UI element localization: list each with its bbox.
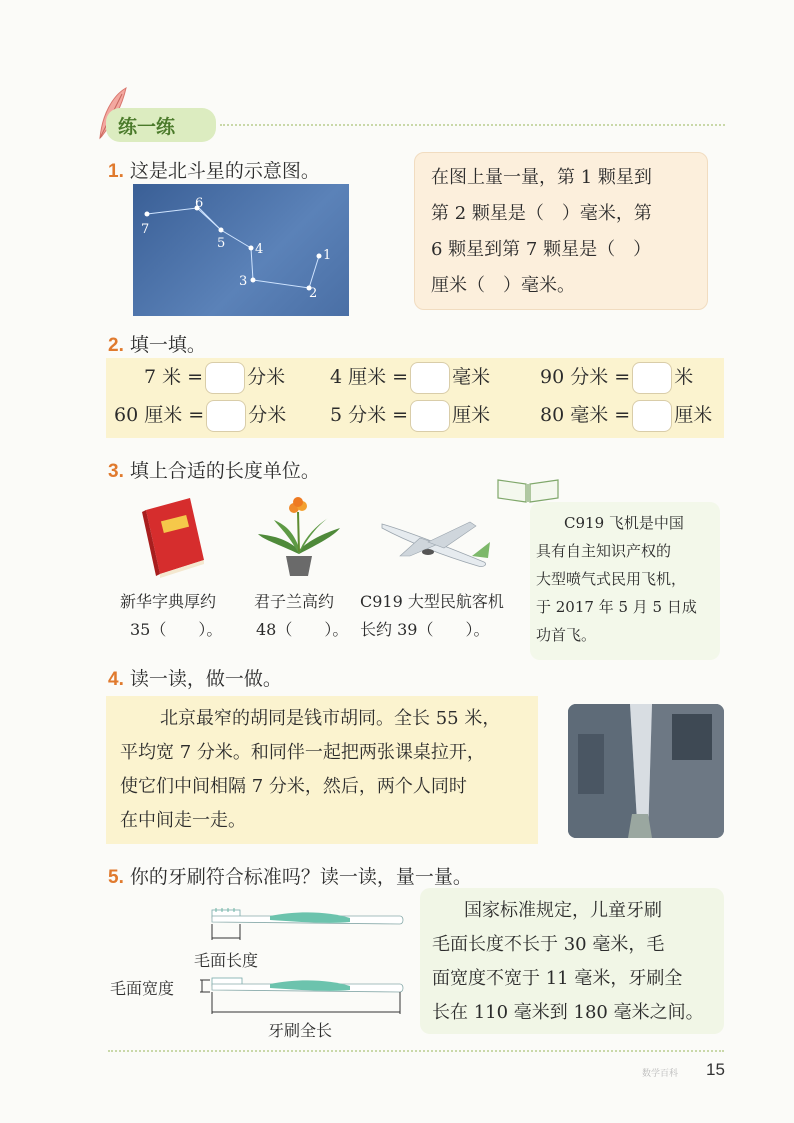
- answer-blank[interactable]: [410, 400, 450, 432]
- q2-item-3: 90 分米 = 米: [540, 362, 693, 394]
- q3-caption-plant: 君子兰高约 48（ ）。: [254, 592, 349, 639]
- label-head-length: 毛面长度: [194, 951, 259, 970]
- q2-title: 2. 填一填。: [108, 334, 206, 356]
- q3-title: 3. 填上合适的长度单位。: [108, 460, 320, 482]
- footer-small-text: 数学百科: [642, 1069, 679, 1079]
- q1-title: 1. 这是北斗星的示意图。: [108, 160, 320, 182]
- star-7: [145, 212, 150, 217]
- star-5: [219, 228, 224, 233]
- star-label-7: 7: [141, 222, 150, 237]
- footer-divider: [108, 1050, 724, 1052]
- clivia-plant-image: [258, 494, 340, 580]
- answer-blank[interactable]: [410, 362, 450, 394]
- star-label-4: 4: [255, 242, 264, 257]
- c919-note-box: C919 飞机是中国 具有自主知识产权的 大型喷气式民用飞机， 于 2017 年 5 月 5 日成 功首飞。: [530, 502, 720, 660]
- section-header: [92, 98, 732, 148]
- star-label-2: 2: [309, 286, 318, 301]
- star-1: [317, 254, 322, 259]
- star-label-6: 6: [195, 196, 204, 211]
- star-3: [251, 278, 256, 283]
- answer-blank[interactable]: [206, 400, 246, 432]
- label-total-length: 牙刷全长: [268, 1021, 333, 1040]
- answer-blank[interactable]: [632, 362, 672, 394]
- big-dipper-diagram: [133, 184, 349, 316]
- q3-caption-dictionary: 新华字典厚约 35（ ）。: [120, 592, 223, 639]
- q2-item-5: 5 分米 = 厘米: [330, 400, 490, 432]
- q2-item-2: 4 厘米 = 毫米: [330, 362, 490, 394]
- star-label-3: 3: [239, 274, 248, 289]
- q5-title: 5. 你的牙刷符合标准吗？读一读，量一量。: [108, 866, 472, 888]
- page-number: 15: [706, 1060, 725, 1079]
- hutong-photo: [568, 704, 724, 838]
- star-label-1: 1: [323, 248, 332, 263]
- c919-airplane-image: [380, 512, 492, 572]
- open-book-icon: [496, 474, 560, 504]
- answer-blank[interactable]: [632, 400, 672, 432]
- q3-caption-airplane: C919 大型民航客机 长约 39（ ）。: [360, 592, 504, 639]
- q4-text-box: 北京最窄的胡同是钱市胡同。全长 55 米， 平均宽 7 分米。和同伴一起把两张课桌拉开， 使它们中间相隔 7 分米，然后，两个人同时 在中间走一走。: [106, 696, 538, 844]
- q2-item-1: 7 米 = 分米: [144, 362, 285, 394]
- q4-title: 4. 读一读，做一做。: [108, 668, 282, 690]
- star-label-5: 5: [217, 236, 226, 251]
- star-4: [249, 246, 254, 251]
- answer-blank[interactable]: [205, 362, 245, 394]
- label-head-width: 毛面宽度: [110, 979, 175, 998]
- header-label: 练一练: [118, 116, 176, 138]
- q2-item-4: 60 厘米 = 分米: [114, 400, 286, 432]
- q2-item-6: 80 毫米 = 厘米: [540, 400, 712, 432]
- q5-standard-box: 国家标准规定，儿童牙刷 毛面长度不长于 30 毫米，毛 面宽度不宽于 11 毫米，牙刷全 长在 110 毫米到 180 毫米之间。: [420, 888, 724, 1034]
- q1-instruction-box: 在图上量一量，第 1 颗星到 第 2 颗星是（ ）毫米，第 6 颗星到第 7 颗星是（ ） 厘米（ ）毫米。: [414, 152, 708, 310]
- dictionary-image: [138, 492, 210, 578]
